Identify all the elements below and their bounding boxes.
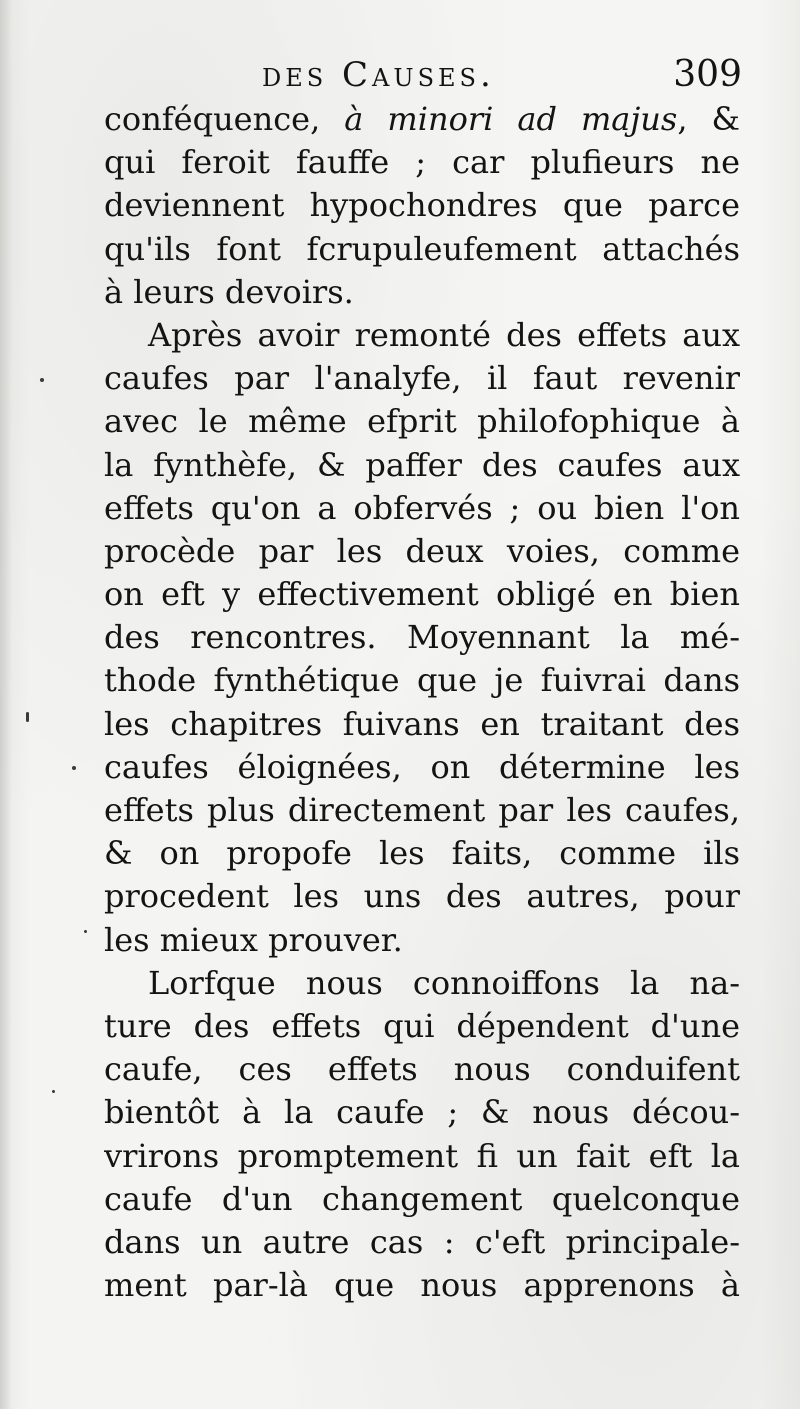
text-line — [104, 1048, 740, 1091]
text-line — [104, 919, 740, 962]
text-line-content: procède par les deux voies, comme — [104, 531, 740, 570]
ink-speck — [72, 766, 76, 770]
text-line-content: caufes par l'analyfe, il faut revenir — [104, 359, 740, 398]
ink-speck — [40, 378, 44, 382]
text-line-content: deviennent hypochondres que parce — [104, 186, 740, 225]
text-line — [104, 875, 740, 918]
text-line — [104, 530, 740, 573]
text-line — [104, 1135, 740, 1178]
text-line — [104, 357, 740, 400]
text-line — [104, 616, 740, 659]
text-line — [104, 1178, 740, 1221]
text-line-content: on eft y effectivement obligé en bien — [104, 575, 740, 614]
text-line-content: à leurs devoirs. — [104, 272, 354, 311]
text-line-content: caufes éloignées, on détermine les — [104, 747, 740, 786]
text-line — [104, 659, 740, 702]
text-line-content: Après avoir remonté des effets aux — [148, 315, 740, 354]
text-line — [104, 314, 740, 357]
running-title: des Causes. — [262, 55, 495, 95]
text-line — [104, 789, 740, 832]
text-line — [104, 444, 740, 487]
text-line — [104, 1264, 740, 1307]
ink-speck — [52, 1090, 55, 1093]
body-text — [104, 98, 740, 1307]
page-gutter-shadow — [0, 0, 12, 1409]
text-line — [104, 746, 740, 789]
running-head — [262, 52, 742, 98]
text-line-content: dans un autre cas : c'eft principale- — [104, 1222, 740, 1261]
ink-speck — [26, 712, 29, 722]
text-line — [104, 1091, 740, 1134]
text-line-content: vrirons promptement fi un fait eft la — [104, 1136, 740, 1175]
text-line-content: Lorfque nous connoiffons la na- — [148, 963, 740, 1002]
ink-speck — [84, 930, 87, 933]
italic-phrase: à minori ad majus — [344, 100, 678, 138]
text-line-content: ture des effets qui dépendent d'une — [104, 1006, 740, 1045]
text-line-content: qu'ils font fcrupuleufement attachés — [104, 229, 740, 268]
text-line — [104, 1221, 740, 1264]
text-line — [104, 228, 740, 271]
text-line-content: qui feroit fauffe ; car plufieurs ne — [104, 143, 740, 182]
text-line-content: procedent les uns des autres, pour — [104, 877, 740, 916]
text-line — [104, 832, 740, 875]
page-number: 309 — [673, 54, 742, 95]
text-line — [104, 184, 740, 227]
text-line-content: bientôt à la caufe ; & nous décou- — [104, 1093, 740, 1132]
text-line — [104, 141, 740, 184]
text-line-content: ment par-là que nous apprenons à — [104, 1266, 740, 1305]
text-line — [104, 962, 740, 1005]
text-line-content: les chapitres fuivans en traitant des — [104, 704, 740, 743]
text-line — [104, 573, 740, 616]
text-line-content: les mieux prouver. — [104, 920, 403, 959]
text-line — [104, 1005, 740, 1048]
text-line-content: thode fynthétique que je fuivrai dans — [104, 661, 740, 700]
text-line-content: la fynthèfe, & paffer des caufes aux — [104, 445, 740, 484]
text-line-content: caufe d'un changement quelconque — [104, 1179, 740, 1218]
text-line-content: conféquence, — [104, 100, 345, 138]
text-line-tail: , & — [677, 100, 740, 138]
text-line — [104, 271, 740, 314]
text-line-content: & on propofe les faits, comme ils — [104, 834, 740, 873]
text-line — [104, 98, 740, 141]
text-line — [104, 703, 740, 746]
text-line-content: avec le même efprit philofophique à — [104, 402, 740, 441]
text-line-content: caufe, ces effets nous conduifent — [104, 1050, 740, 1089]
text-line — [104, 487, 740, 530]
text-line-content: effets plus directement par les caufes, — [104, 791, 740, 829]
text-line-content: effets qu'on a obfervés ; ou bien l'on — [104, 488, 740, 527]
text-line-content: des rencontres. Moyennant la mé- — [104, 618, 740, 657]
text-line — [104, 400, 740, 443]
